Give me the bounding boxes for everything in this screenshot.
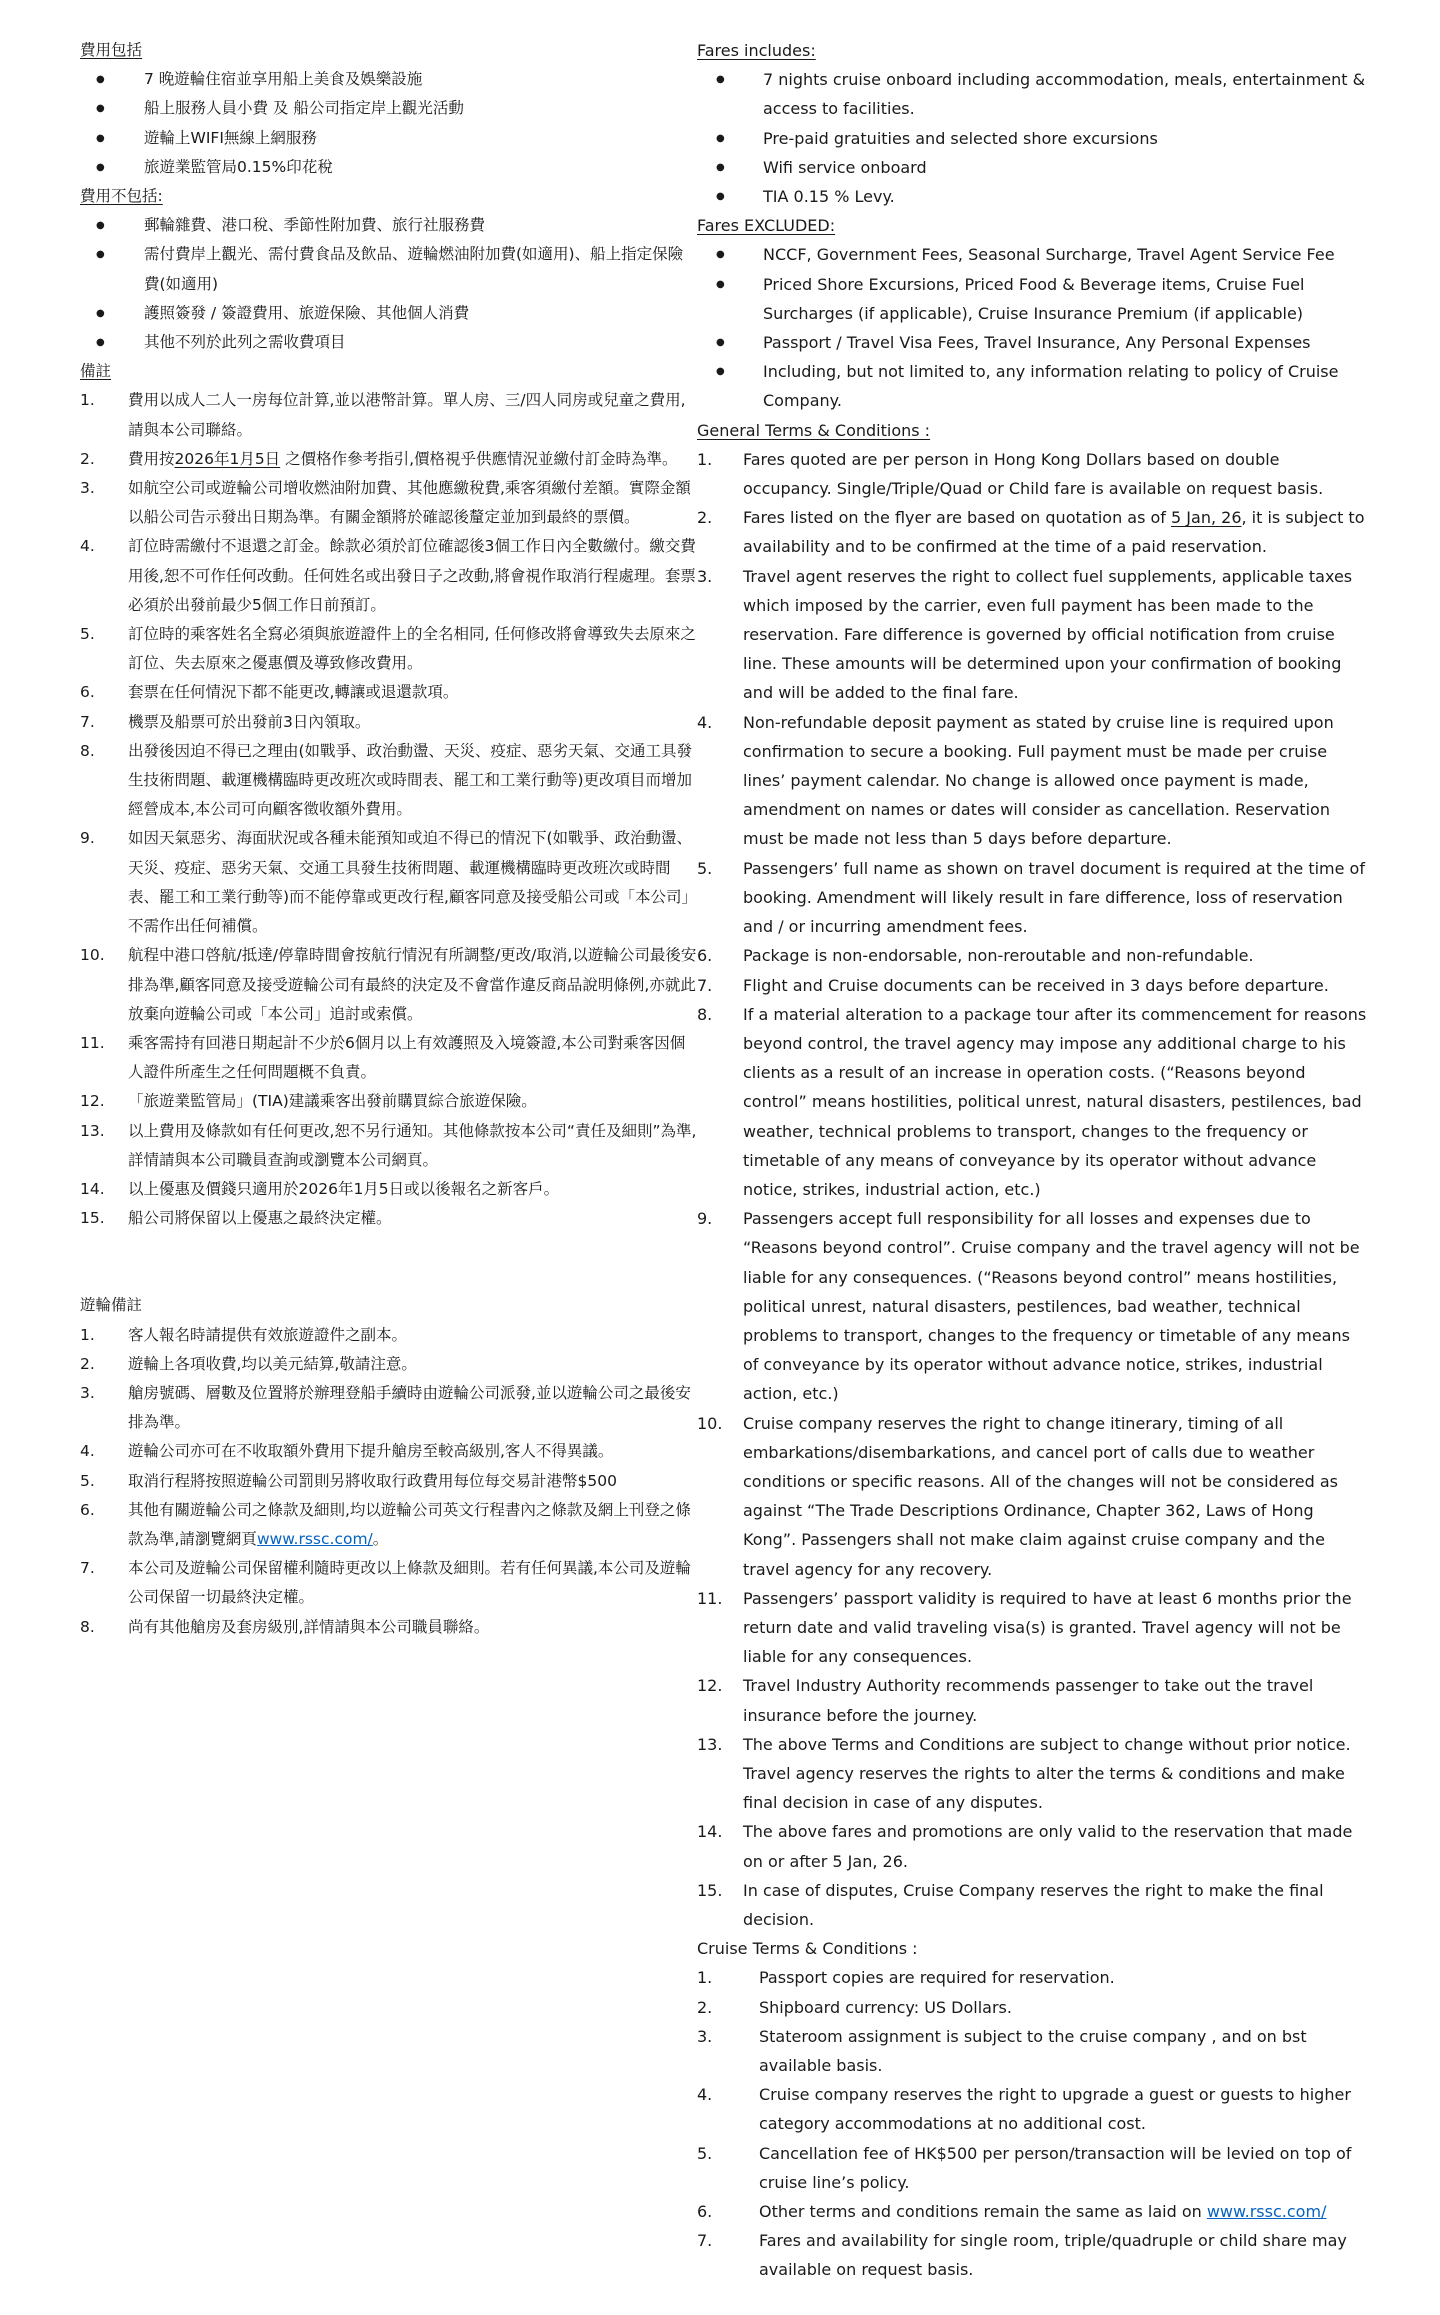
bullet-item bbox=[80, 240, 697, 298]
section-header-text bbox=[80, 41, 142, 59]
item-number: 2. bbox=[697, 1997, 713, 2017]
item-number: 13. bbox=[697, 1734, 723, 1754]
item-number: 2. bbox=[80, 449, 95, 468]
text-segment: 7 nights cruise onboard including accommodation, meals, entertainment & access to facilities. bbox=[763, 70, 1366, 119]
item-text bbox=[759, 1993, 1368, 2022]
bullet-item bbox=[80, 94, 697, 123]
item-number: 6. bbox=[697, 946, 713, 966]
text-segment: Fares and availability for single room, triple/quadruple or child share may available on request basis. bbox=[759, 2231, 1347, 2280]
bullet-icon: ● bbox=[716, 337, 725, 349]
text-segment: Non-refundable deposit payment as stated by cruise line is required upon confirmation to secure a booking. Full payment must be made per cruise lines’ payment calendar. No change is allowed once payment is made, amendment on names or dates will consider as cancellation. Reservation must be made not less than 5 days before departure. bbox=[743, 712, 1334, 849]
bullet-item bbox=[697, 124, 1368, 153]
item-text bbox=[743, 503, 1368, 561]
text-segment: 艙房號碼、層數及位置將於辦理登船手續時由遊輪公司派發,並以遊輪公司之最後安排為準。 bbox=[128, 1383, 691, 1432]
item-number: 2. bbox=[80, 1354, 95, 1373]
text-segment: 「旅遊業監管局」(TIA)建議乘客出發前購買綜合旅遊保險。 bbox=[128, 1092, 537, 1111]
text-segment: Fares includes: bbox=[697, 41, 816, 60]
numbered-item bbox=[80, 620, 697, 678]
item-number: 7. bbox=[80, 712, 95, 731]
text-segment: Passengers accept full responsibility for all losses and expenses due to “Reasons beyond control”. Cruise company and the travel agency will not be liable for any consequences. (“Reasons beyond control” means hostilities, political unrest, natural disasters, pestilences, bad weather, technical problems to transport, changes to the frequency or timetable of any means of conveyance by its operator without advance notice, strikes, industrial action, etc.) bbox=[743, 1209, 1360, 1404]
item-text bbox=[144, 240, 697, 298]
item-number: 6. bbox=[80, 1500, 95, 1519]
item-text bbox=[763, 328, 1368, 357]
section-header-text bbox=[80, 362, 111, 380]
text-segment: NCCF, Government Fees, Seasonal Surcharge, Travel Agent Service Fee bbox=[763, 245, 1335, 265]
item-text bbox=[128, 1029, 697, 1087]
item-text bbox=[743, 1671, 1368, 1729]
numbered-item bbox=[80, 1175, 697, 1204]
bullet-item bbox=[697, 357, 1368, 415]
text-segment: Fares listed on the flyer are based on quotation as of bbox=[743, 508, 1172, 528]
numbered-item bbox=[697, 2139, 1368, 2197]
numbered-item bbox=[80, 1117, 697, 1175]
text-segment: 如航空公司或遊輪公司增收燃油附加費、其他應繳稅費,乘客須繳付差額。實際金額以船公司告示發出日期為準。有關金額將於確認後釐定並加到最終的票價。 bbox=[128, 479, 691, 527]
text-segment: 之價格作參考指引,價格視乎供應情況並繳付訂金時為準。 bbox=[280, 449, 678, 468]
text-segment: 郵輪雜費、港口稅、季節性附加費、旅行社服務費 bbox=[144, 216, 486, 235]
item-number: 9. bbox=[80, 829, 95, 848]
item-number: 1. bbox=[80, 391, 95, 410]
bullet-item bbox=[697, 270, 1368, 328]
numbered-item bbox=[697, 1204, 1368, 1408]
item-number: 1. bbox=[697, 449, 713, 469]
text-segment: If a material alteration to a package tour after its commencement for reasons beyond control, the travel agency may impose any additional charge to his clients as a result of an increase in operation costs. (“Reasons beyond control” means hostilities, political unrest, natural disasters, pestilences, bad weather, technical problems to transport, changes to the frequency or timetable of any means of conveyance by its operator without advance notice, strikes, industrial action, etc.) bbox=[743, 1004, 1367, 1199]
bullet-icon: ● bbox=[716, 366, 725, 378]
item-number: 1. bbox=[80, 1325, 95, 1344]
text-segment: Passengers’ passport validity is required to have at least 6 months prior the return date and valid traveling visa(s) is granted. Travel agency will not be liable for any consequences. bbox=[743, 1588, 1352, 1667]
item-number: 6. bbox=[697, 2202, 713, 2222]
text-segment: 套票在任何情況下都不能更改,轉讓或退還款項。 bbox=[128, 683, 459, 702]
numbered-item bbox=[80, 824, 697, 941]
bullet-icon: ● bbox=[716, 132, 725, 144]
numbered-item bbox=[697, 1876, 1368, 1934]
text-segment: 以上優惠及價錢只適用於2026年1月5日或以後報名之新客戶。 bbox=[128, 1179, 560, 1198]
item-number: 5. bbox=[697, 2143, 713, 2163]
text-segment: Other terms and conditions remain the same as laid on bbox=[759, 2202, 1207, 2222]
item-text bbox=[763, 124, 1368, 153]
item-number: 5. bbox=[80, 625, 95, 644]
numbered-item bbox=[80, 1350, 697, 1379]
bullet-icon: ● bbox=[96, 132, 105, 144]
text-segment: Fares quoted are per person in Hong Kong Dollars based on double occupancy. Single/Triple/Quad or Child fare is available on request basis. bbox=[743, 449, 1324, 499]
item-text bbox=[763, 240, 1368, 269]
item-text bbox=[128, 1350, 697, 1379]
item-text bbox=[128, 708, 697, 737]
text-segment: 遊輪公司亦可在不收取額外費用下提升艙房至較高級別,客人不得異議。 bbox=[128, 1442, 614, 1461]
bullet-item bbox=[80, 65, 697, 94]
text-segment: Cancellation fee of HK$500 per person/transaction will be levied on top of cruise line’s policy. bbox=[759, 2143, 1352, 2192]
section-header-text bbox=[697, 41, 816, 60]
text-segment: 費用以成人二人一房每位計算,並以港幣計算。單人房、三/四人同房或兒童之費用,請與本公司聯絡。 bbox=[128, 391, 686, 439]
bullet-item bbox=[80, 328, 697, 357]
item-text bbox=[759, 2080, 1368, 2138]
item-number: 4. bbox=[80, 1442, 95, 1461]
item-number: 8. bbox=[80, 741, 95, 760]
section-header bbox=[80, 36, 697, 65]
numbered-item bbox=[697, 2197, 1368, 2226]
item-number: 3. bbox=[80, 1383, 95, 1402]
bullet-item bbox=[697, 65, 1368, 123]
item-text bbox=[128, 1496, 697, 1554]
text-segment: 乘客需持有回港日期起計不少於6個月以上有效護照及入境簽證,本公司對乘客因個人證件所產生之任何問題概不負責。 bbox=[128, 1033, 686, 1082]
text-segment: 機票及船票可於出發前3日內領取。 bbox=[128, 712, 371, 731]
numbered-item bbox=[697, 1409, 1368, 1584]
text-segment: 遊輪上各項收費,均以美元結算,敬請注意。 bbox=[128, 1354, 417, 1373]
text-segment: 船上服務人員小費 及 船公司指定岸上觀光活動 bbox=[144, 99, 464, 118]
bullet-icon: ● bbox=[96, 249, 105, 261]
item-text bbox=[128, 1467, 697, 1496]
text-segment: Passengers’ full name as shown on travel document is required at the time of booking. Amendment will likely result in fare difference, loss of reservation and / or incurring amendment fees. bbox=[743, 858, 1365, 937]
numbered-item bbox=[80, 1379, 697, 1437]
item-text bbox=[144, 299, 697, 328]
item-text bbox=[128, 532, 697, 620]
item-text bbox=[763, 182, 1368, 211]
item-text bbox=[743, 971, 1368, 1000]
section-header-text bbox=[697, 1939, 918, 1958]
text-segment: 航程中港口啓航/抵達/停靠時間會按航行情況有所調整/更改/取消,以遊輪公司最後安排為準,顧客同意及接受遊輪公司有最終的決定及不會當作違反商品說明條例,亦就此放棄向遊輪公司或「本公司」追討或索償。 bbox=[128, 946, 697, 1023]
text-segment: Cruise company reserves the right to upgrade a guest or guests to higher category accommodations at no additional cost. bbox=[759, 2085, 1351, 2134]
item-text bbox=[128, 1321, 697, 1350]
item-number: 13. bbox=[80, 1121, 105, 1140]
item-number: 7. bbox=[80, 1559, 95, 1578]
section-header bbox=[697, 416, 1368, 445]
item-number: 3. bbox=[80, 479, 95, 498]
text-segment: 取消行程將按照遊輪公司罰則另將收取行政費用每位每交易計港幣$500 bbox=[128, 1471, 617, 1490]
item-text bbox=[759, 1963, 1368, 1992]
numbered-item bbox=[697, 2022, 1368, 2080]
english-terms-column bbox=[697, 36, 1368, 2285]
bullet-item bbox=[80, 153, 697, 182]
section-header-text bbox=[80, 1296, 142, 1314]
numbered-item bbox=[697, 562, 1368, 708]
numbered-item bbox=[697, 445, 1368, 503]
numbered-item bbox=[80, 1087, 697, 1116]
text-segment: 護照簽發 / 簽證費用、旅遊保險、其他個人消費 bbox=[144, 303, 470, 322]
text-segment: 費用不包括: bbox=[80, 187, 163, 206]
item-text bbox=[759, 2226, 1368, 2284]
numbered-item bbox=[80, 386, 697, 444]
item-number: 5. bbox=[697, 858, 713, 878]
numbered-item bbox=[697, 971, 1368, 1000]
text-segment: 。 bbox=[372, 1529, 389, 1548]
text-segment: 訂位時需繳付不退還之訂金。餘款必須於訂位確認後3個工作日內全數繳付。繳交費用後,恕不可作任何改動。任何姓名或出發日子之改動,將會視作取消行程處理。套票必須於出發前最少5個工作日前預訂。 bbox=[128, 537, 696, 614]
item-text bbox=[743, 1409, 1368, 1584]
section-header bbox=[80, 182, 697, 211]
text-segment: 5 Jan, 26 bbox=[1171, 508, 1242, 528]
text-segment: 費用包括 bbox=[80, 41, 143, 59]
numbered-item bbox=[697, 1730, 1368, 1818]
item-text bbox=[763, 270, 1368, 328]
bullet-icon: ● bbox=[716, 74, 725, 86]
item-number: 6. bbox=[80, 683, 95, 702]
text-segment: 客人報名時請提供有效旅遊證件之副本。 bbox=[128, 1325, 408, 1344]
item-text bbox=[743, 941, 1368, 970]
item-number: 4. bbox=[697, 712, 713, 732]
bullet-icon: ● bbox=[716, 191, 725, 203]
section-header-text bbox=[80, 187, 163, 205]
item-number: 3. bbox=[697, 566, 713, 586]
bullet-item bbox=[697, 240, 1368, 269]
item-text bbox=[128, 1204, 697, 1233]
item-number: 1. bbox=[697, 1968, 713, 1988]
text-segment: TIA 0.15 % Levy. bbox=[763, 187, 895, 207]
item-text bbox=[128, 1087, 697, 1116]
numbered-item bbox=[80, 1496, 697, 1554]
numbered-item bbox=[80, 708, 697, 737]
text-segment: , it is subject to availability and to be confirmed at the time of a paid reservation. bbox=[743, 508, 1365, 557]
numbered-item bbox=[80, 1554, 697, 1612]
text-segment: Priced Shore Excursions, Priced Food & Beverage items, Cruise Fuel Surcharges (if applicable), Cruise Insurance Premium (if applicable) bbox=[763, 274, 1305, 323]
numbered-item bbox=[80, 1321, 697, 1350]
item-text bbox=[128, 474, 697, 532]
item-text bbox=[128, 1379, 697, 1437]
bullet-icon: ● bbox=[716, 249, 725, 261]
item-text bbox=[743, 708, 1368, 854]
item-number: 14. bbox=[697, 1822, 723, 1842]
item-text bbox=[128, 1554, 697, 1612]
bullet-icon: ● bbox=[96, 74, 105, 86]
item-text bbox=[144, 211, 697, 240]
numbered-item bbox=[697, 503, 1368, 561]
chinese-terms-column bbox=[80, 36, 697, 2285]
numbered-item bbox=[697, 941, 1368, 970]
bullet-icon: ● bbox=[716, 278, 725, 290]
section-header bbox=[697, 36, 1368, 65]
item-text bbox=[128, 620, 697, 678]
text-segment: Wifi service onboard bbox=[763, 157, 927, 177]
text-segment: Fares EXCLUDED: bbox=[697, 216, 836, 236]
section-header-text bbox=[697, 421, 930, 440]
numbered-item bbox=[80, 1613, 697, 1642]
text-segment: Pre-paid gratuities and selected shore excursions bbox=[763, 128, 1158, 148]
item-text bbox=[144, 65, 697, 94]
bullet-item bbox=[697, 182, 1368, 211]
numbered-item bbox=[697, 2226, 1368, 2284]
text-segment: 費用按 bbox=[128, 449, 175, 468]
item-number: 15. bbox=[697, 1880, 723, 1900]
text-segment: Stateroom assignment is subject to the cruise company , and on bst available basis. bbox=[759, 2026, 1307, 2076]
item-number: 11. bbox=[80, 1033, 105, 1052]
item-text bbox=[128, 941, 697, 1029]
text-segment: 其他有關遊輪公司之條款及細則,均以遊輪公司英文行程書內之條款及網上刊登之條款為準,請瀏覽網頁 bbox=[128, 1500, 691, 1548]
text-segment: Travel agent reserves the right to collect fuel supplements, applicable taxes which imposed by the carrier, even full payment has been made to the reservation. Fare difference is governed by official notification from cruise line. These amounts will be determined upon your confirmation of booking and will be added to the final fare. bbox=[743, 566, 1353, 703]
item-number: 3. bbox=[697, 2026, 713, 2046]
item-text bbox=[743, 1204, 1368, 1408]
text-segment: 尚有其他艙房及套房級別,詳情請與本公司職員聯絡。 bbox=[128, 1617, 490, 1636]
bullet-item bbox=[80, 124, 697, 153]
item-text bbox=[743, 1817, 1368, 1875]
text-segment: 遊輪備註 bbox=[80, 1296, 143, 1315]
item-number: 8. bbox=[80, 1617, 95, 1636]
text-segment: 以上費用及條款如有任何更改,恕不另行通知。其他條款按本公司“責任及細則”為準,詳情請與本公司職員查詢或瀏覽本公司網頁。 bbox=[128, 1121, 697, 1169]
section-header bbox=[80, 357, 697, 386]
text-segment: 本公司及遊輪公司保留權利隨時更改以上條款及細則。若有任何異議,本公司及遊輪公司保留一切最終決定權。 bbox=[128, 1559, 691, 1607]
item-text bbox=[128, 824, 697, 941]
item-text bbox=[759, 2197, 1368, 2226]
text-segment: In case of disputes, Cruise Company reserves the right to make the final decision. bbox=[743, 1880, 1324, 1929]
text-segment: 2026年1月5日 bbox=[174, 449, 281, 468]
bullet-icon: ● bbox=[96, 220, 105, 232]
text-segment: 其他不列於此列之需收費項目 bbox=[144, 333, 346, 352]
item-text bbox=[743, 1000, 1368, 1204]
numbered-item bbox=[697, 1963, 1368, 1992]
item-text bbox=[128, 1437, 697, 1466]
numbered-item bbox=[80, 1204, 697, 1233]
item-text bbox=[763, 153, 1368, 182]
item-number: 14. bbox=[80, 1179, 105, 1198]
text-segment: Shipboard currency: US Dollars. bbox=[759, 1997, 1012, 2017]
item-text bbox=[743, 445, 1368, 503]
item-text bbox=[128, 445, 697, 474]
item-number: 9. bbox=[697, 1209, 713, 1229]
item-number: 11. bbox=[697, 1588, 723, 1608]
numbered-item bbox=[697, 2080, 1368, 2138]
numbered-item bbox=[80, 1437, 697, 1466]
item-text bbox=[128, 678, 697, 707]
numbered-item bbox=[697, 1993, 1368, 2022]
section-header bbox=[697, 211, 1368, 240]
numbered-item bbox=[697, 1000, 1368, 1204]
text-segment: General Terms & Conditions : bbox=[697, 420, 931, 440]
item-number: 10. bbox=[697, 1413, 723, 1433]
item-text bbox=[759, 2022, 1368, 2080]
item-text bbox=[743, 562, 1368, 708]
bullet-item bbox=[697, 328, 1368, 357]
item-number: 4. bbox=[80, 537, 95, 556]
numbered-item bbox=[80, 445, 697, 474]
text-segment: 旅遊業監管局0.15%印花稅 bbox=[144, 157, 333, 176]
item-number: 5. bbox=[80, 1471, 95, 1490]
text-segment: Package is non-endorsable, non-reroutable and non-refundable. bbox=[743, 946, 1254, 966]
bullet-icon: ● bbox=[96, 307, 105, 319]
item-text bbox=[144, 153, 697, 182]
item-number: 12. bbox=[697, 1676, 723, 1696]
text-segment: Including, but not limited to, any information relating to policy of Cruise Company. bbox=[763, 362, 1339, 411]
numbered-item bbox=[80, 1467, 697, 1496]
numbered-item bbox=[80, 474, 697, 532]
bullet-item bbox=[80, 211, 697, 240]
item-number: 7. bbox=[697, 975, 713, 995]
item-text bbox=[763, 65, 1368, 123]
item-number: 15. bbox=[80, 1209, 105, 1228]
item-text bbox=[144, 124, 697, 153]
text-segment: Travel Industry Authority recommends passenger to take out the travel insurance before the journey. bbox=[743, 1676, 1314, 1725]
section-header-text bbox=[697, 216, 835, 235]
bullet-item bbox=[697, 153, 1368, 182]
item-text bbox=[128, 386, 697, 444]
rssc-link[interactable]: www.rssc.com/ bbox=[256, 1529, 373, 1548]
numbered-item bbox=[697, 708, 1368, 854]
numbered-item bbox=[80, 532, 697, 620]
numbered-item bbox=[80, 941, 697, 1029]
numbered-item bbox=[697, 1584, 1368, 1672]
item-number: 8. bbox=[697, 1004, 713, 1024]
text-segment: Cruise company reserves the right to change itinerary, timing of all embarkations/disembarkations, and cancel port of calls due to weather conditions or specific reasons. All of the changes will not be considered as against “The Trade Descriptions Ordinance, Chapter 362, Laws of Hong Kong”. Passengers shall not make claim against cruise company and the travel agency for any recovery. bbox=[743, 1413, 1338, 1579]
numbered-item bbox=[80, 1029, 697, 1087]
item-text bbox=[128, 737, 697, 825]
item-text bbox=[144, 94, 697, 123]
text-segment: 遊輪上WIFI無線上網服務 bbox=[144, 128, 317, 147]
numbered-item bbox=[697, 1671, 1368, 1729]
item-text bbox=[144, 328, 697, 357]
bullet-icon: ● bbox=[96, 337, 105, 349]
item-text bbox=[763, 357, 1368, 415]
text-segment: 訂位時的乘客姓名全寫必須與旅遊證件上的全名相同, 任何修改將會導致失去原來之訂位、失去原來之優惠價及導致修改費用。 bbox=[128, 625, 696, 673]
item-number: 4. bbox=[697, 2085, 713, 2105]
text-segment: The above Terms and Conditions are subject to change without prior notice. Travel agency reserves the rights to alter the terms & conditions and make final decision in case of any disputes. bbox=[743, 1734, 1351, 1813]
item-text bbox=[128, 1175, 697, 1204]
numbered-item bbox=[697, 854, 1368, 942]
item-number: 2. bbox=[697, 508, 713, 528]
text-segment: Flight and Cruise documents can be received in 3 days before departure. bbox=[743, 975, 1329, 995]
item-text bbox=[759, 2139, 1368, 2197]
bullet-icon: ● bbox=[716, 161, 725, 173]
text-segment: 備註 bbox=[80, 362, 112, 381]
item-number: 10. bbox=[80, 946, 105, 965]
item-text bbox=[743, 1876, 1368, 1934]
text-segment: 出發後因迫不得已之理由(如戰爭、政治動盪、天災、疫症、惡劣天氣、交通工具發生技術問題、載運機構臨時更改班次或時間表、罷工和工業行動等)更改項目而增加經營成本,本公司可向顧客徵收額外費用。 bbox=[128, 741, 693, 819]
numbered-item bbox=[697, 1817, 1368, 1875]
text-segment: 需付費岸上觀光、需付費食品及飲品、遊輪燃油附加費(如適用)、船上指定保險費(如適用) bbox=[144, 245, 684, 293]
text-segment: 船公司將保留以上優惠之最終決定權。 bbox=[128, 1209, 392, 1228]
item-number: 12. bbox=[80, 1092, 105, 1111]
section-header bbox=[697, 1934, 1368, 1963]
text-segment: The above fares and promotions are only valid to the reservation that made on or after 5 Jan, 26. bbox=[743, 1822, 1353, 1871]
text-segment: Passport / Travel Visa Fees, Travel Insurance, Any Personal Expenses bbox=[763, 333, 1311, 353]
item-text bbox=[128, 1117, 697, 1175]
rssc-link[interactable]: www.rssc.com/ bbox=[1206, 2202, 1327, 2222]
bullet-item bbox=[80, 299, 697, 328]
item-number: 7. bbox=[697, 2231, 713, 2251]
section-header bbox=[80, 1291, 697, 1320]
text-segment: 如因天氣惡劣、海面狀況或各種未能預知或迫不得已的情況下(如戰爭、政治動盪、天災、疫症、惡劣天氣、交通工具發生技術問題、載運機構臨時更改班次或時間表、罷工和工業行動等)而不能停靠或更改行程,顧客同意及接受船公司或「本公司」不需作出任何補償。 bbox=[128, 829, 697, 936]
bullet-icon: ● bbox=[96, 103, 105, 115]
item-text bbox=[128, 1613, 697, 1642]
text-segment: Cruise Terms & Conditions : bbox=[697, 1939, 918, 1959]
bullet-icon: ● bbox=[96, 161, 105, 173]
item-text bbox=[743, 854, 1368, 942]
item-text bbox=[743, 1584, 1368, 1672]
item-text bbox=[743, 1730, 1368, 1818]
text-segment: 7 晚遊輪住宿並享用船上美食及娛樂設施 bbox=[144, 70, 423, 89]
numbered-item bbox=[80, 737, 697, 825]
text-segment: Passport copies are required for reservation. bbox=[759, 1968, 1115, 1988]
numbered-item bbox=[80, 678, 697, 707]
